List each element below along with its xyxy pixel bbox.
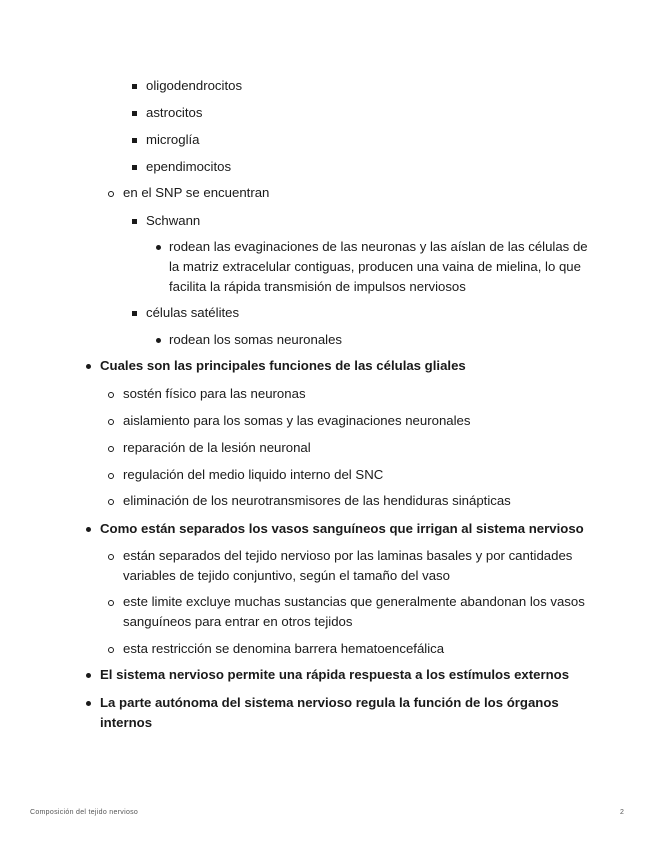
footer-title: Composición del tejido nervioso xyxy=(30,809,139,816)
list-item: regulación del medio liquido interno del SNC xyxy=(123,467,384,482)
bullet-circle-icon xyxy=(108,419,114,425)
list-item: eliminación de los neurotransmisores de las hendiduras sinápticas xyxy=(123,493,511,508)
bullet-disc-icon xyxy=(86,673,91,678)
bullet-square-icon xyxy=(132,311,137,316)
bullet-disc-icon xyxy=(86,701,91,706)
list-item-question: Como están separados los vasos sanguíneos que irrigan al sistema nervioso xyxy=(100,521,584,536)
bullet-circle-icon xyxy=(108,647,114,653)
list-item: rodean los somas neuronales xyxy=(169,332,343,347)
page-number: 2 xyxy=(620,809,625,816)
list-item: aislamiento para los somas y las evaginaciones neuronales xyxy=(123,413,471,428)
list-item: Schwann xyxy=(146,213,201,228)
list-item: microglía xyxy=(146,132,200,147)
bullet-square-icon xyxy=(132,84,137,89)
bullet-disc-icon xyxy=(156,245,161,250)
list-item: esta restricción se denomina barrera hematoencefálica xyxy=(123,641,445,656)
list-item-question: Cuales son las principales funciones de las células gliales xyxy=(100,358,466,373)
bullet-square-icon xyxy=(132,138,137,143)
bullet-circle-icon xyxy=(108,392,114,398)
bullet-square-icon xyxy=(132,165,137,170)
list-item: este limite excluye muchas sustancias que generalmente abandonan los vasos sanguíneos para entrar en otros tejidos xyxy=(123,594,585,629)
list-item: células satélites xyxy=(146,305,240,320)
bullet-disc-icon xyxy=(86,364,91,369)
bullet-circle-icon xyxy=(108,499,114,505)
bullet-square-icon xyxy=(132,219,137,224)
list-item: están separados del tejido nervioso por las laminas basales y por cantidades variables de tejido conjuntivo, según el tamaño del vaso xyxy=(123,548,573,583)
list-item: ependimocitos xyxy=(146,159,232,174)
list-item-statement: La parte autónoma del sistema nervioso regula la función de los órganos internos xyxy=(100,695,559,730)
list-item: sostén físico para las neuronas xyxy=(123,386,306,401)
list-item: oligodendrocitos xyxy=(146,78,243,93)
list-item-statement: El sistema nervioso permite una rápida respuesta a los estímulos externos xyxy=(100,667,570,682)
bullet-circle-icon xyxy=(108,554,114,560)
list-item: astrocitos xyxy=(146,105,203,120)
bullet-disc-icon xyxy=(156,338,161,343)
list-item: rodean las evaginaciones de las neuronas y las aíslan de las células de la matriz extracelular contiguas, producen una vaina de mielina, lo que facilita la rápida transmisión de impulsos nerviosos xyxy=(169,239,588,294)
bullet-circle-icon xyxy=(108,600,114,606)
list-item: reparación de la lesión neuronal xyxy=(123,440,311,455)
list-item: en el SNP se encuentran xyxy=(123,185,270,200)
bullet-circle-icon xyxy=(108,446,114,452)
bullet-circle-icon xyxy=(108,191,114,197)
bullet-square-icon xyxy=(132,111,137,116)
bullet-circle-icon xyxy=(108,473,114,479)
bullet-disc-icon xyxy=(86,527,91,532)
